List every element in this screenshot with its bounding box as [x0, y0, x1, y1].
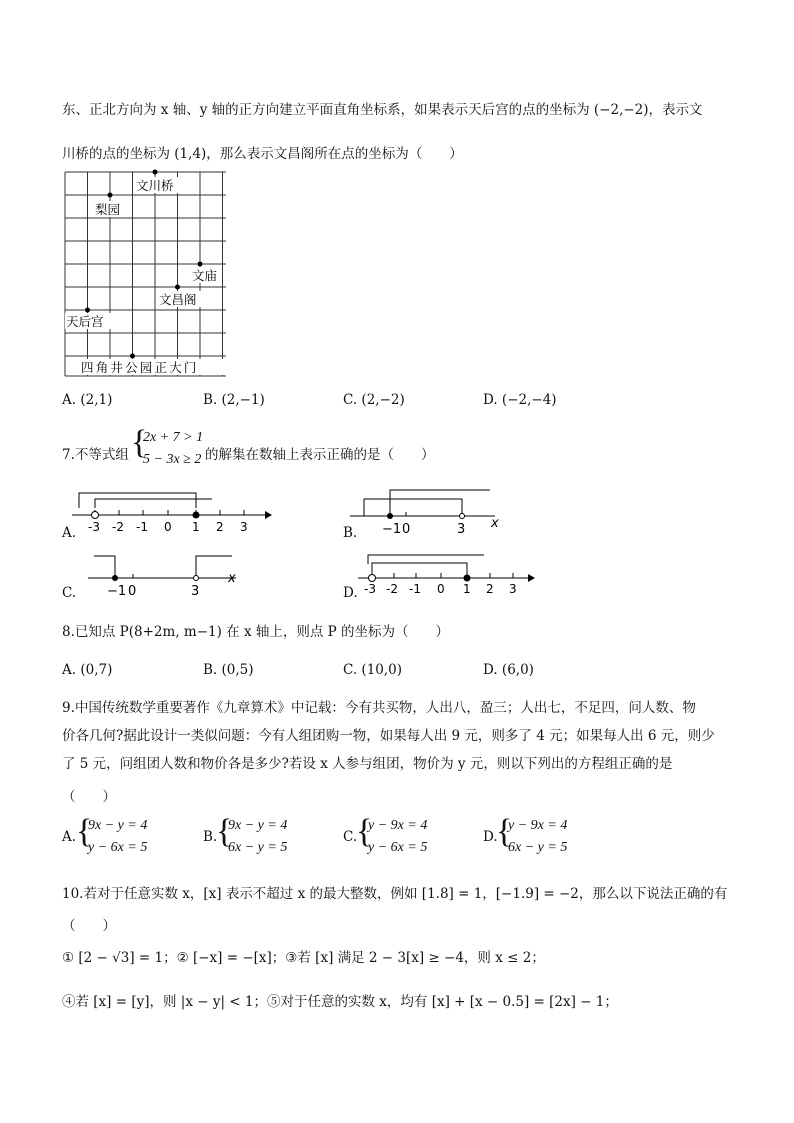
q8-option-c: C. (10,0): [343, 662, 403, 678]
q7-brace: {: [131, 424, 148, 461]
numberline-a-closed: [193, 512, 200, 519]
map-grid: [60, 168, 232, 380]
numberline-a-tick: -1: [136, 520, 148, 532]
q10-line3: ① [2 − √3] = 1；② [−x] = −[x]；③若 [x] 满足 2 − 3[x] ≥ −4，则 x ≤ 2；: [62, 950, 545, 966]
q9-option-d-eq2: 6x − y = 5: [508, 840, 568, 855]
map-label-tianhougong: 天后宫: [66, 314, 104, 329]
q10-line4: ④若 [x] = [y]，则 |x − y| < 1；⑤对于任意的实数 x，均有 [x] + [x − 0.5] = [2x] − 1；: [62, 994, 618, 1010]
tianhougong-dot: [85, 308, 90, 313]
liyuan-dot: [108, 193, 113, 198]
q9-option-a-eq1: 9x − y = 4: [88, 818, 148, 833]
park-gate-dot: [130, 354, 135, 359]
q9-option-c-eq2: y − 6x = 5: [368, 840, 428, 855]
numberline-d-tick: 2: [486, 582, 494, 594]
q7-label-d: D.: [343, 585, 358, 601]
numberline-a: [72, 488, 272, 532]
numberline-b-tick: 0: [402, 522, 411, 536]
wenchangge-dot: [175, 285, 180, 290]
q6-option-d: D. (−2,−4): [483, 392, 557, 408]
numberline-c-tick: −1: [107, 584, 127, 598]
numberline-d-tick: 0: [437, 582, 445, 594]
q9-option-b-system: [228, 815, 287, 859]
numberline-b: [350, 486, 500, 536]
numberline-a-open: [92, 512, 99, 519]
q9-line4: （ ）: [62, 789, 116, 805]
numberline-a-tick: -2: [112, 520, 124, 532]
numberline-c-open: [194, 576, 199, 581]
q9-option-d-brace: {: [496, 813, 513, 850]
q7-suffix: 的解集在数轴上表示正确的是（ ）: [205, 447, 435, 463]
q8-stem: 8.已知点 P(8+2m, m−1) 在 x 轴上，则点 P 的坐标为（ ）: [62, 624, 450, 640]
q10-line1: 10.若对于任意实数 x，[x] 表示不超过 x 的最大整数，例如 [1.8] = 1，[−1.9] = −2，那么以下说法正确的有: [62, 886, 728, 902]
numberline-b-closed: [387, 513, 393, 519]
map-label-park-gate: 四角井公园正大门: [81, 360, 199, 375]
q9-option-a-label: A.: [62, 829, 77, 845]
q9-line1: 9.中国传统数学重要著作《九章算术》中记载：今有共买物，人出八，盈三；人出七，不足四，问人数、物: [62, 700, 696, 716]
q9-option-c-system: [368, 815, 427, 859]
q8-option-b: B. (0,5): [203, 662, 254, 678]
q9-option-c-brace: {: [356, 813, 373, 850]
q9-option-b-label: B.: [203, 829, 218, 845]
numberline-a-tick: 3: [240, 520, 248, 532]
numberline-d-tick: -3: [364, 582, 376, 594]
map-label-liyuan: 梨园: [95, 202, 121, 217]
q6-option-a: A. (2,1): [62, 392, 113, 408]
q8-option-a: A. (0,7): [62, 662, 113, 678]
map-label-wenchuanqiao: 文川桥: [136, 178, 174, 193]
q9-line2: 价各几何?据此设计一类似问题：今有人组团购一物，如果每人出 9 元，则多了 4 元；如果每人出 6 元，则少: [62, 728, 715, 744]
numberline-d-tick: -2: [386, 582, 398, 594]
q9-option-c-label: C.: [343, 829, 358, 845]
q9-option-b-eq2: 6x − y = 5: [228, 840, 288, 855]
q6-line1: 东、正北方向为 x 轴、y 轴的正方向建立平面直角坐标系，如果表示天后宫的点的坐标为 (−2,−2)，表示文: [62, 102, 703, 118]
q9-option-d-system: [508, 815, 567, 859]
numberline-d-tick: -1: [409, 582, 421, 594]
numberline-d-open: [369, 575, 376, 582]
q9-option-a-brace: {: [76, 813, 93, 850]
q9-option-b-brace: {: [216, 813, 233, 850]
numberline-c-tick: 0: [128, 584, 137, 598]
numberline-a-tick: 1: [192, 520, 200, 532]
q9-option-c-eq1: y − 9x = 4: [368, 818, 428, 833]
q9-option-b-eq1: 9x − y = 4: [228, 818, 288, 833]
q7-system: [143, 427, 203, 471]
numberline-d-tick: 3: [509, 582, 517, 594]
q7-ineq2: 5 − 3x ≥ 2: [143, 452, 202, 467]
q9-option-d-eq1: y − 9x = 4: [508, 818, 568, 833]
map-label-wenchangge: 文昌阁: [159, 292, 197, 307]
q6-option-b: B. (2,−1): [203, 392, 265, 408]
numberline-d: [358, 550, 538, 594]
q7-ineq1: 2x + 7 > 1: [143, 430, 204, 445]
q9-option-d-label: D.: [483, 829, 498, 845]
q6-option-c: C. (2,−2): [343, 392, 405, 408]
q9-option-a-system: [88, 815, 147, 859]
wenchuanqiao-dot: [153, 170, 158, 175]
q8-option-d: D. (6,0): [483, 662, 534, 678]
numberline-b-tick: −1: [382, 522, 402, 536]
numberline-c-axis-label: x: [228, 571, 236, 586]
q7-label-a: A.: [62, 525, 77, 541]
q7-label-c: C.: [62, 585, 77, 601]
numberline-b-open: [460, 514, 465, 519]
numberline-b-axis-label: x: [491, 516, 499, 531]
q7-label-b: B.: [343, 525, 358, 541]
q9-line3: 了 5 元，问组团人数和物价各是多少?若设 x 人参与组团，物价为 y 元，则以下列出的方程组正确的是: [62, 756, 673, 772]
wenmiao-dot: [198, 262, 203, 267]
q7-prefix: 7.不等式组: [62, 447, 129, 463]
numberline-a-tick: 0: [164, 520, 172, 532]
numberline-c-closed: [112, 575, 118, 581]
q9-option-a-eq2: y − 6x = 5: [88, 840, 148, 855]
numberline-c-tick: 3: [191, 584, 200, 598]
numberline-d-closed: [464, 575, 471, 582]
numberline-c: [70, 548, 240, 598]
numberline-d-tick: 1: [463, 582, 471, 594]
numberline-a-tick: -3: [88, 520, 100, 532]
q10-line2: （ ）: [62, 918, 116, 934]
numberline-b-tick: 3: [457, 522, 466, 536]
map-label-wenmiao: 文庙: [192, 268, 218, 283]
q6-line2: 川桥的点的坐标为 (1,4)，那么表示文昌阁所在点的坐标为（ ）: [62, 146, 463, 162]
numberline-a-tick: 2: [216, 520, 224, 532]
